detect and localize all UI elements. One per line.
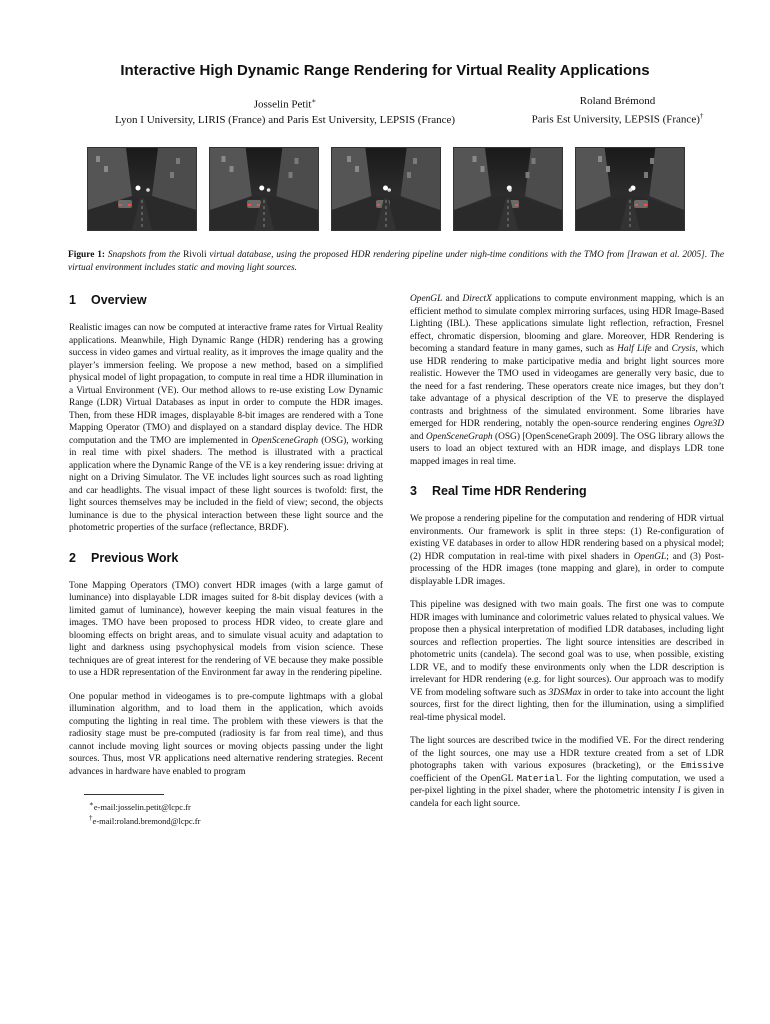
section-overview	[69, 293, 383, 535]
text-run: This pipeline was designed with two main goals. The first one was to compute HDR images with luminance and colorimetric values related to physical values. We propose then a physical interpretation of modified LDR databases, including light sources and reflection properties. The light source intensities are described in photometric units (candela). The second goal was to use, when possible, existing LDR VE, and to modify these environments only when the LDR description is irrelevant for HDR rendering (e.g. for light sources). Our approach was to modify VE from modeling software such as	[410, 600, 724, 698]
author-1	[70, 94, 500, 128]
footnote-text: e-mail:roland.bremond@lcpc.fr	[92, 815, 201, 826]
paper-title: Interactive High Dynamic Range Rendering for Virtual Reality Applications	[120, 62, 650, 79]
text-run: The light sources are described twice in the modified VE. For the direct rendering of the light sources, one may use a HDR texture created from a set of LDR photographs taken with various exposures (bracketing), or the	[410, 736, 724, 771]
footnote-1	[69, 799, 383, 813]
text-run: is given in candela for each light source.	[410, 786, 725, 809]
caption-post: virtual database, using the proposed HDR rendering pipeline under nigh-time conditions with the TMO from [Irawan et al. 2005]. The virtual environment includes static and moving light sources.	[68, 250, 725, 273]
caption-rivoli: Rivoli	[183, 250, 207, 260]
text-run: (OSG), working in real time with pixel shaders. The method is illustrated with a practical application where the Dynamic Range of the VE is a key rendering issue: driving at night on a Driving Simulator. The VE includes light sources such as road lighting and car headlights. The visual impact of these light sources is twofold: first, the light sources themselves may be included in the field of view; second, the objects luminance is due to the physical interaction between these light source and the photometric properties of the surface (reflectance, BRDF).	[69, 435, 383, 533]
footnote-mark: ∗	[89, 800, 94, 808]
caption-pre: Snapshots from the	[107, 250, 181, 260]
text-mono: Material	[516, 773, 561, 784]
section-title: Previous Work	[91, 550, 179, 565]
snapshot-image	[575, 147, 685, 231]
text-italic: OpenSceneGraph	[251, 435, 319, 446]
text-italic: Half Life	[617, 344, 652, 354]
text-run: and	[445, 294, 460, 304]
author-1-affiliation: Lyon I University, LIRIS (France) and Paris Est University, LEPSIS (France)	[114, 113, 456, 126]
snapshot-image	[87, 147, 197, 231]
text-run: applications to compute environment mapping, which is an efficient method to simulate complex mirroring surfaces, using HDR Image-Based Lighting (IBL). These applications simulate light reflection, refraction, Fresnel effect, chromatic dispersion, blooming and glare. Moreover, HDR Rendering is becoming a standard feature in many games, such as	[410, 294, 725, 354]
text-run: We propose a rendering pipeline for the computation and rendering of HDR virtual environments. Our framework is split in three steps: (1) Re-configuration of existing VE databases in order to allow HDR rendering based on a physical model; (2) HDR computation in real-time with pixel shaders in	[410, 514, 724, 562]
text-run: coefficient of the OpenGL	[410, 773, 513, 784]
snapshot-image	[331, 147, 441, 231]
text-italic: Ogre3D	[693, 419, 724, 429]
section-heading	[69, 551, 383, 566]
paragraph: Tone Mapping Operators (TMO) convert HDR images (with a large gamut of luminance) into displayable LDR images suited for 8-bit display devices (with a limited gamut of luminance), however keeping the main visual features in the images. TMO have been proposed to process HDR video, to create glare and blooming effects on bright areas, and to simulate visual acuity and adaptation to light and darkness using psychophysical models from vision science. These techniques are of great interest for the rendering of VE because they make possible to use a HDR representation of the Environment far away in the rendering pipeline.	[69, 580, 383, 678]
paragraph	[410, 293, 724, 468]
text-run: ; and (3) Post-processing of the HDR images (tone mapping and glare), in order to compute displayable LDR images.	[410, 551, 725, 587]
section-heading	[410, 484, 724, 499]
author-2-name: Roland Brémond	[579, 95, 656, 107]
text-run: Realistic images can now be computed at interactive frame rates for Virtual Reality applications. Meanwhile, High Dynamic Range (HDR) rendering has a growing success in video games and virtual reality, as it improves the image quality and the player’s immersion feeling. We propose a new method, based on a simplified physical model of light propagation, to compute in real time a HDR illumination in a Virtual Environment (VE). Our method allows to re-use existing Low Dynamic Range (LDR) Virtual Databases as input in order to compute the HDR images. Then, from these HDR images, displayable 8-bit images are rendered with a Tone Mapping Operator (TMO) and displayed on a standard display device. The HDR computation and the TMO are implemented in	[69, 323, 383, 446]
text-run: and	[410, 431, 424, 442]
right-column	[410, 293, 724, 826]
text-run: (OSG) [OpenSceneGraph 2009]. The OSG library allows the users to load an object textured with an HDR image, and displays LDR tone mapped images in real time.	[410, 431, 725, 467]
text-mono: Emissive	[680, 761, 724, 771]
footnote-2	[69, 813, 383, 827]
author-2-affiliation: Paris Est University, LEPSIS (France)	[531, 113, 700, 126]
text-run: , which use HDR rendering to make participative media and bright light sources more realistic. However the TMO used in videogames are generally very basic, due to the need for a fast rendering. These operators create nice images, but they don’t take advantage of a physical description of the VE to preserve the displayed contrasts and brightness of the simulated environment. Some libraries have emerged for HDR rendering, notably the open-source rendering engines	[410, 344, 724, 429]
text-italic: OpenGL	[633, 551, 667, 562]
author-1-mark: ∗	[311, 97, 317, 105]
section-previous-work	[69, 551, 383, 779]
section-number: 2	[69, 550, 76, 565]
figure-label: Figure 1:	[68, 250, 106, 260]
paragraph	[410, 735, 724, 810]
paragraph	[69, 322, 383, 535]
text-run: and	[654, 344, 669, 354]
paragraph	[410, 599, 724, 724]
figure-snapshots	[87, 147, 685, 231]
left-column	[69, 293, 383, 827]
author-1-name: Josselin Petit	[253, 98, 312, 111]
section-number: 3	[410, 484, 417, 498]
text-italic: DirectX	[462, 294, 492, 304]
section-title: Overview	[91, 293, 147, 307]
author-2-mark: †	[699, 112, 704, 120]
text-run: . For the lighting computation, we used a per-pixel lighting in the pixel shader, where the photometric intensity	[410, 773, 724, 796]
section-title: Real Time HDR Rendering	[432, 484, 587, 498]
section-number: 1	[69, 293, 76, 307]
text-run: in order to take into account the light sources, first for the direct lighting, then for the illumination, using a simplified real-time physical model.	[410, 687, 725, 723]
snapshot-image	[453, 147, 563, 231]
section-realtime-hdr	[410, 484, 724, 810]
paragraph: One popular method in videogames is to pre-compute lightmaps with a global illumination algorithm, and to load them in the application, which avoids computing the lighting in real time. The problem with these viewers is that the radiosity stage must be pre-computed (radiosity is far from real time), and thus cannot include moving light sources or moving objects passing under the light sources. Thus, most VR applications need alternative rendering strategies. Recent advances in hardware have enabled to program	[69, 691, 383, 777]
text-italic: I	[677, 786, 681, 796]
footnote-text: e-mail:josselin.petit@lcpc.fr	[93, 801, 191, 812]
author-2	[495, 94, 740, 128]
text-italic: 3DSMax	[548, 687, 582, 698]
text-italic: Crysis	[671, 344, 696, 354]
text-italic: OpenSceneGraph	[425, 431, 493, 442]
section-heading	[69, 293, 383, 308]
footnote-mark: †	[89, 813, 93, 822]
footnote-rule	[84, 794, 164, 795]
paragraph	[410, 513, 724, 588]
text-italic: OpenGL	[410, 294, 443, 304]
figure-caption	[68, 249, 724, 275]
snapshot-image	[209, 147, 319, 231]
